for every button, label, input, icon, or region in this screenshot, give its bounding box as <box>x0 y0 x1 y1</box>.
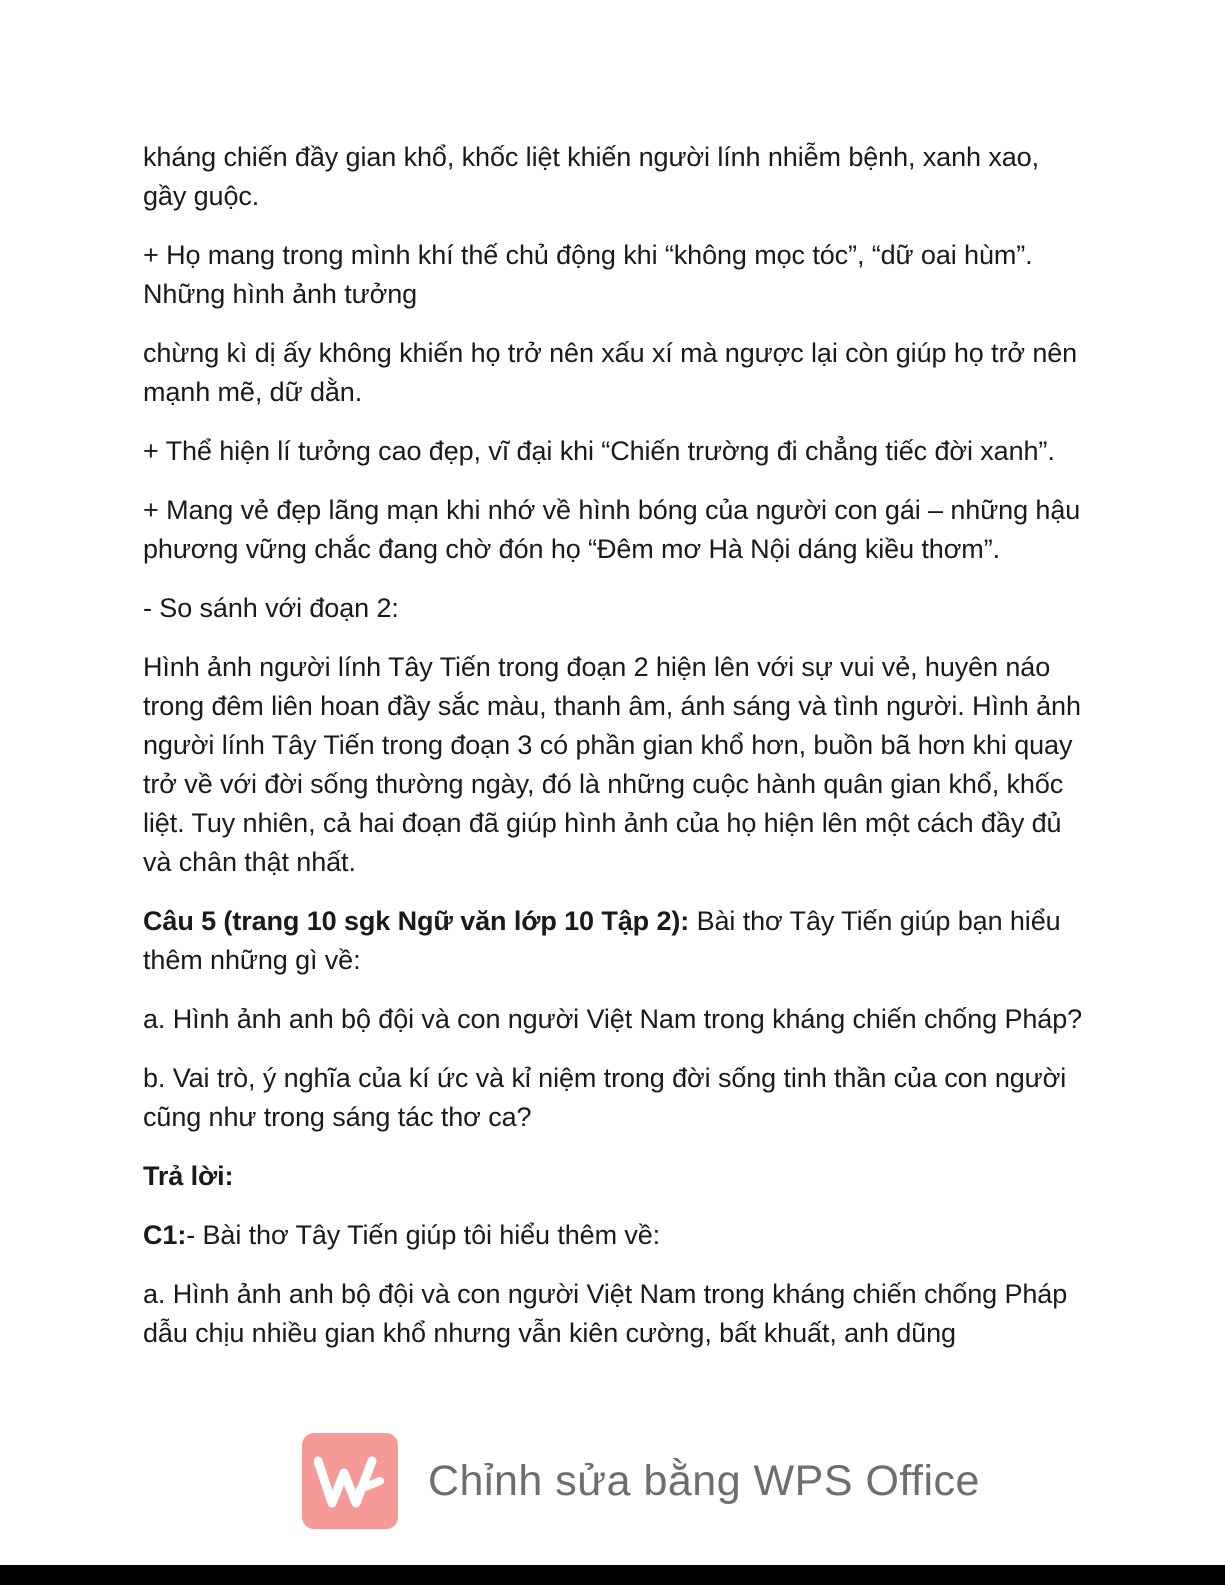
paragraph-2: + Họ mang trong mình khí thế chủ động khi “không mọc tóc”, “dữ oai hùm”. Những hình ảnh tưởng <box>143 240 1033 309</box>
paragraph-7: Hình ảnh người lính Tây Tiến trong đoạn 2 hiện lên với sự vui vẻ, huyên náo trong đêm liên hoan đầy sắc màu, thanh âm, ánh sáng và tình người. Hình ảnh người lính Tây Tiến trong đoạn 3 có phần gian khổ hơn, buồn bã hơn khi quay trở về với đời sống thường ngày, đó là những cuộc hành quân gian khổ, khốc liệt. Tuy nhiên, cả hai đoạn đã giúp hình ảnh của họ hiện lên một cách đầy đủ và chân thật nhất. <box>143 652 1081 877</box>
answer-a-paragraph: a. Hình ảnh anh bộ đội và con người Việt Nam trong kháng chiến chống Pháp dẫu chịu nhiều gian khổ nhưng vẫn kiên cường, bất khuất, anh dũng <box>143 1279 1068 1348</box>
wps-footer-banner[interactable] <box>302 1433 980 1529</box>
question-5-heading: Câu 5 (trang 10 sgk Ngữ văn lớp 10 Tập 2): <box>143 906 690 936</box>
document-page <box>143 138 1083 1373</box>
answer-heading: Trả lời: <box>143 1161 234 1191</box>
answer-c1-label: C1: <box>143 1220 187 1250</box>
paragraph-6: - So sánh với đoạn 2: <box>143 593 399 623</box>
wps-w-glyph-icon <box>314 1451 386 1511</box>
answer-heading-paragraph <box>143 1157 1083 1196</box>
paragraph-3: chừng kì dị ấy không khiến họ trở nên xấu xí mà ngược lại còn giúp họ trở nên mạnh mẽ, dữ dằn. <box>143 338 1078 407</box>
paragraph-5: + Mang vẻ đẹp lãng mạn khi nhớ về hình bóng của người con gái – những hậu phương vững chắc đang chờ đón họ “Đêm mơ Hà Nội dáng kiều thơm”. <box>143 495 1081 564</box>
question-5-paragraph: Câu 5 (trang 10 sgk Ngữ văn lớp 10 Tập 2): Bài thơ Tây Tiến giúp bạn hiểu thêm những gì về: <box>143 906 1061 975</box>
paragraph-1: kháng chiến đầy gian khổ, khốc liệt khiến người lính nhiễm bệnh, xanh xao, gầy guộc. <box>143 142 1039 211</box>
wps-footer-label[interactable]: Chỉnh sửa bằng WPS Office <box>428 1456 980 1505</box>
question-5a: a. Hình ảnh anh bộ đội và con người Việt Nam trong kháng chiến chống Pháp? <box>143 1004 1083 1034</box>
answer-c1-paragraph: C1:- Bài thơ Tây Tiến giúp tôi hiểu thêm về: <box>143 1220 661 1250</box>
bottom-edge-bar <box>0 1565 1225 1585</box>
paragraph-4: + Thể hiện lí tưởng cao đẹp, vĩ đại khi “Chiến trường đi chẳng tiếc đời xanh”. <box>143 436 1055 466</box>
question-5b: b. Vai trò, ý nghĩa của kí ức và kỉ niệm trong đời sống tinh thần của con người cũng như trong sáng tác thơ ca? <box>143 1063 1067 1132</box>
wps-logo-icon <box>302 1433 398 1529</box>
